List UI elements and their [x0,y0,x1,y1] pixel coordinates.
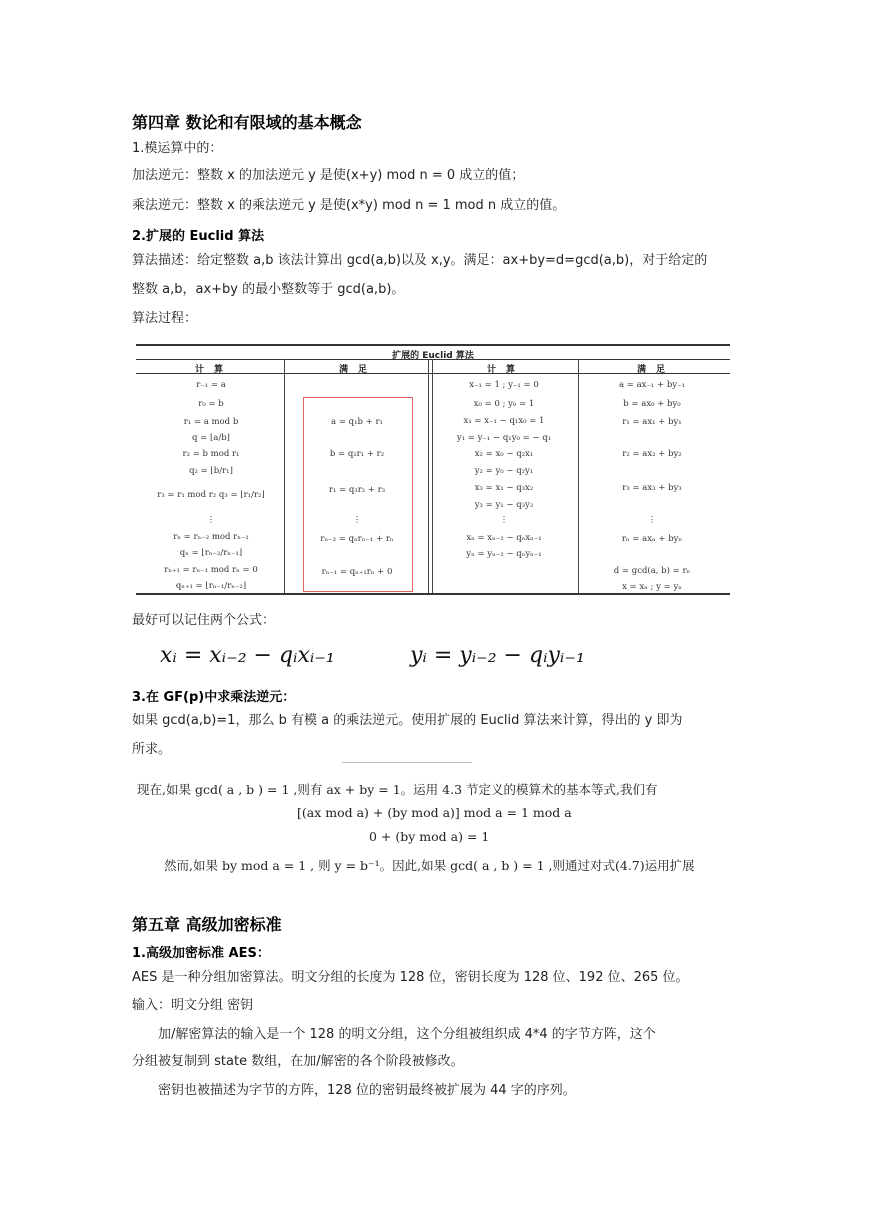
table-cell: r₂ = b mod r₁ [182,449,240,459]
table-cell: x₋₁ = 1 ; y₋₁ = 0 [469,380,539,390]
book-excerpt-figure [132,762,732,877]
table-cell: ⋮ [499,515,509,525]
table-cell: qₙ₊₁ = ⌊rₙ₋₁/rₙ₋₂⌋ [175,581,247,591]
euclid-table-figure [136,335,736,603]
chapter4-title: 第四章 数论和有限域的基本概念 [132,113,362,132]
table-cell: r₃ = ax₃ + by₃ [622,483,682,493]
table-cell: q = ⌊a/b⌋ [192,433,230,443]
aes-paragraph1-line1: 加/解密算法的输入是一个 128 的明文分组，这个分组被组织成 4*4 的字节方阵，这个 [158,1027,656,1042]
table-cell: ⋮ [647,515,657,525]
table-cell: ⋮ [206,515,216,525]
section3-heading: 3.在 GF(p)中求乘法逆元： [132,690,296,705]
table-cell: a = q₁b + r₁ [331,417,383,427]
additive-inverse-text: 加法逆元：整数 x 的加法逆元 y 是使(x+y) mod n = 0 成立的值； [132,168,525,183]
table-cell: r₁ = ax₁ + by₁ [622,417,682,427]
table-col-divider [578,359,579,593]
aes-description: AES 是一种分组加密算法。明文分组的长度为 128 位，密钥长度为 128 位、192 位、265 位。 [132,970,689,985]
chapter5-title: 第五章 高级加密标准 [132,915,282,934]
section3-line2: 所求。 [132,742,172,757]
table-cell: r₂ = ax₂ + by₂ [622,449,682,459]
table-col-divider [428,359,429,593]
table-cell: x₂ = x₀ − q₂x₁ [474,449,534,459]
table-cell: y₂ = y₀ − q₂y₁ [474,466,534,476]
table-cell: rₙ₊₁ = rₙ₋₁ mod rₙ = 0 [164,565,258,575]
section2-heading: 2.扩展的 Euclid 算法 [132,229,265,244]
table-header: 计算 [194,365,234,375]
table-cell: rₙ₋₂ = qₙrₙ₋₁ + rₙ [320,534,394,544]
book-equation2: 0 + (by mod a) = 1 [369,829,490,844]
table-cell: r₁ = a mod b [183,417,239,427]
table-cell: x₃ = x₁ − q₃x₂ [474,483,534,493]
table-cell: y₁ = y₋₁ − q₁y₀ = − q₁ [456,433,552,443]
table-col-divider [432,359,433,593]
table-cell: a = ax₋₁ + by₋₁ [618,380,686,390]
table-bottom-rule [136,593,730,595]
table-cell: rₙ = axₙ + byₙ [621,534,683,544]
table-cell: y₃ = y₁ − q₃y₂ [474,500,534,510]
table-col-divider [284,359,285,593]
table-cell: q₂ = ⌊b/r₁⌋ [189,466,233,476]
algorithm-description-line1: 算法描述：给定整数 a,b 该法计算出 gcd(a,b)以及 x,y。满足：ax+by=d=gcd(a,b)，对于给定的 [132,253,708,268]
section3-line1: 如果 gcd(a,b)=1，那么 b 有模 a 的乘法逆元。使用扩展的 Euclid 算法来计算，得出的 y 即为 [132,713,683,728]
table-cell: b = ax₀ + by₀ [623,399,681,409]
book-line1: 现在,如果 gcd( a , b ) = 1 ,则有 ax + by = 1。运用 4.3 节定义的模算术的基本等式,我们有 [137,782,658,797]
table-top-rule [136,344,730,346]
table-cell: r₃ = r₁ mod r₂ q₃ = ⌊r₁/r₂⌋ [157,490,265,500]
formula-y: yᵢ = yᵢ₋₂ − qᵢyᵢ₋₁ [410,643,585,668]
cropped-line-fragment [342,762,472,767]
book-equation1: [(ax mod a) + (by mod a)] mod a = 1 mod a [297,805,572,820]
table-cell: r₋₁ = a [196,380,226,390]
table-cell: yₙ = yₙ₋₂ − qₙyₙ₋₁ [466,549,542,559]
table-cell: ⋮ [352,515,362,525]
table-cell: r₁ = q₃r₂ + r₃ [328,485,386,495]
table-cell: x = xₙ ; y = yₙ [622,582,682,592]
table-cell: qₙ = ⌊rₙ₋₂/rₙ₋₁⌋ [179,548,243,558]
algorithm-description-line2: 整数 a,b，ax+by 的最小整数等于 gcd(a,b)。 [132,282,405,297]
table-cell: xₙ = xₙ₋₂ − qₙxₙ₋₁ [466,533,542,543]
book-line2: 然而,如果 by mod a = 1 , 则 y = b⁻¹。因此,如果 gcd( a , b ) = 1 ,则通过对式(4.7)运用扩展 [164,858,695,873]
aes-paragraph2: 密钥也被描述为字节的方阵，128 位的密钥最终被扩展为 44 字的序列。 [158,1083,576,1098]
table-cell: rₙ = rₙ₋₂ mod rₙ₋₁ [173,532,249,542]
table-header: 满足 [636,365,676,375]
table-cell: r₀ = b [198,399,224,409]
table-cell: x₁ = x₋₁ − q₁x₀ = 1 [463,416,545,426]
formula-x: xᵢ = xᵢ₋₂ − qᵢxᵢ₋₁ [160,643,335,668]
table-header: 计算 [486,365,526,375]
table-cell: rₙ₋₁ = qₙ₊₁rₙ + 0 [321,567,393,577]
remember-formulas-text: 最好可以记住两个公式： [132,613,276,628]
multiplicative-inverse-text: 乘法逆元：整数 x 的乘法逆元 y 是使(x*y) mod n = 1 mod n 成立的值。 [132,198,566,213]
aes-paragraph1-line2: 分组被复制到 state 数组，在加/解密的各个阶段被修改。 [132,1054,464,1069]
table-cell: b = q₂r₁ + r₂ [329,449,385,459]
table-cell: x₀ = 0 ; y₀ = 1 [473,399,535,409]
table-caption: 扩展的 Euclid 算法 [392,351,474,361]
aes-heading: 1.高级加密标准 AES： [132,946,270,961]
table-cell: d = gcd(a, b) = rₙ [613,566,691,576]
aes-input: 输入：明文分组 密钥 [132,998,254,1013]
algorithm-process-label: 算法过程： [132,311,198,326]
table-header: 满足 [338,365,378,375]
section1-heading: 1.模运算中的： [132,141,223,156]
